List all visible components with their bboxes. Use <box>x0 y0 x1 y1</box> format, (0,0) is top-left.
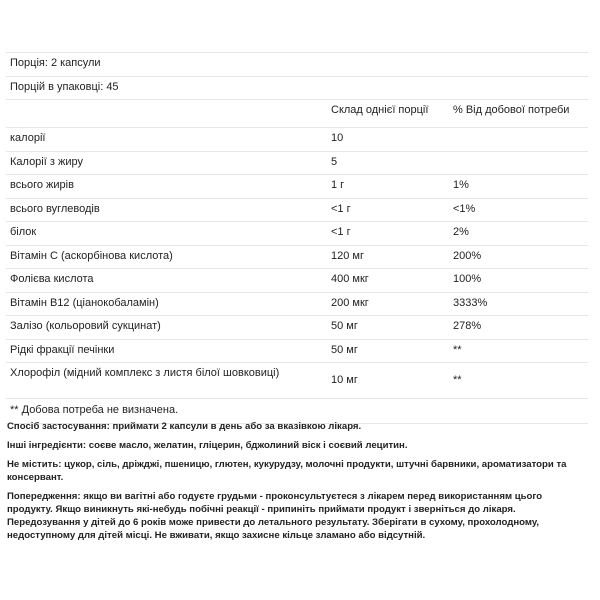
warning-statement: Попередження: якщо ви вагітні або годуєте грудьми - проконсультуєтеся з лікарем перед використанням цього продукту. Якщо виникнуть які-небудь побічні реакції - припиніть приймати продукт і зверніться до лікаря. Передозування у дітей до 6 років може привести до летального результату. Зберігати в сухому, прохолодному, недоступному для дітей місці. Не вживати, якщо захисне кільце зламано або відсутній. <box>7 491 543 541</box>
daily-value-column-header: % Від добової потреби <box>453 104 570 116</box>
nutrient-name: Вітамін С (аскорбінова кислота) <box>10 249 173 262</box>
table-row <box>6 221 588 245</box>
other-ingredients: Інші інгредієнти: соєве масло, желатин, гліцерин, бджолиний віск і соєвий лецитин. <box>7 440 408 451</box>
nutrient-amount: 200 мкг <box>331 296 369 309</box>
amount-column-header: Склад однієї порції <box>331 104 429 116</box>
nutrient-name: Рідкі фракції печінки <box>10 343 115 356</box>
nutrient-daily-value: 278% <box>453 320 482 332</box>
servings-per-container: Порцій в упаковці: 45 <box>10 80 119 93</box>
nutrient-name: Фолієва кислота <box>10 273 94 285</box>
nutrient-daily-value: ** <box>453 374 462 386</box>
nutrient-amount: 120 мг <box>331 249 364 262</box>
nutrient-amount: 10 мг <box>331 374 358 386</box>
table-row <box>6 268 588 292</box>
table-row <box>6 151 588 175</box>
nutrient-name: білок <box>10 226 37 238</box>
nutrient-daily-value: 100% <box>453 273 482 285</box>
nutrient-name: Вітамін В12 (ціанокобаламін) <box>10 296 159 309</box>
nutrient-name: Калорії з жиру <box>10 155 83 168</box>
table-row <box>6 198 588 222</box>
nutrient-daily-value: 200% <box>453 249 482 262</box>
nutrient-name: Хлорофіл (мідний комплекс з листя білої шовковиці) <box>10 367 280 379</box>
nutrient-name: калорії <box>10 132 46 144</box>
nutrient-amount: 1 г <box>331 179 345 191</box>
product-notes <box>7 420 589 548</box>
free-of-statement: Не містить: цукор, сіль, дріжджі, пшеницю, глютен, кукурудзу, молочні продукти, штучні барвники, ароматизатори та консервант. <box>7 459 567 483</box>
table-row <box>6 362 588 398</box>
nutrient-amount: 10 <box>331 132 344 144</box>
nutrient-amount: <1 г <box>331 226 351 238</box>
nutrient-name: всього вуглеводів <box>10 202 100 215</box>
usage-instructions: Спосіб застосування: приймати 2 капсули в день або за вказівкою лікаря. <box>7 421 362 432</box>
nutrient-daily-value: 2% <box>453 226 469 238</box>
serving-size: Порція: 2 капсули <box>10 57 101 69</box>
daily-value-footnote: ** Добова потреба не визначена. <box>10 404 179 416</box>
table-row <box>6 292 588 316</box>
nutrient-amount: 50 мг <box>331 320 358 332</box>
nutrient-name: Залізо (кольоровий сукцинат) <box>10 320 161 332</box>
nutrient-amount: 50 мг <box>331 343 358 356</box>
nutrient-daily-value: 3333% <box>453 296 488 309</box>
table-header-row <box>6 99 588 127</box>
nutrient-amount: 400 мкг <box>331 273 369 285</box>
serving-size-row <box>6 52 588 76</box>
table-row <box>6 339 588 363</box>
table-row <box>6 127 588 151</box>
nutrient-daily-value: <1% <box>453 202 476 215</box>
nutrient-name: всього жирів <box>10 179 74 191</box>
servings-per-container-row <box>6 76 588 100</box>
table-row <box>6 245 588 269</box>
nutrient-daily-value: 1% <box>453 179 469 191</box>
table-row <box>6 315 588 339</box>
nutrient-amount: 5 <box>331 155 338 168</box>
table-row <box>6 174 588 198</box>
nutrient-daily-value: ** <box>453 343 462 356</box>
nutrition-facts-table <box>6 52 588 424</box>
nutrient-amount: <1 г <box>331 202 351 215</box>
